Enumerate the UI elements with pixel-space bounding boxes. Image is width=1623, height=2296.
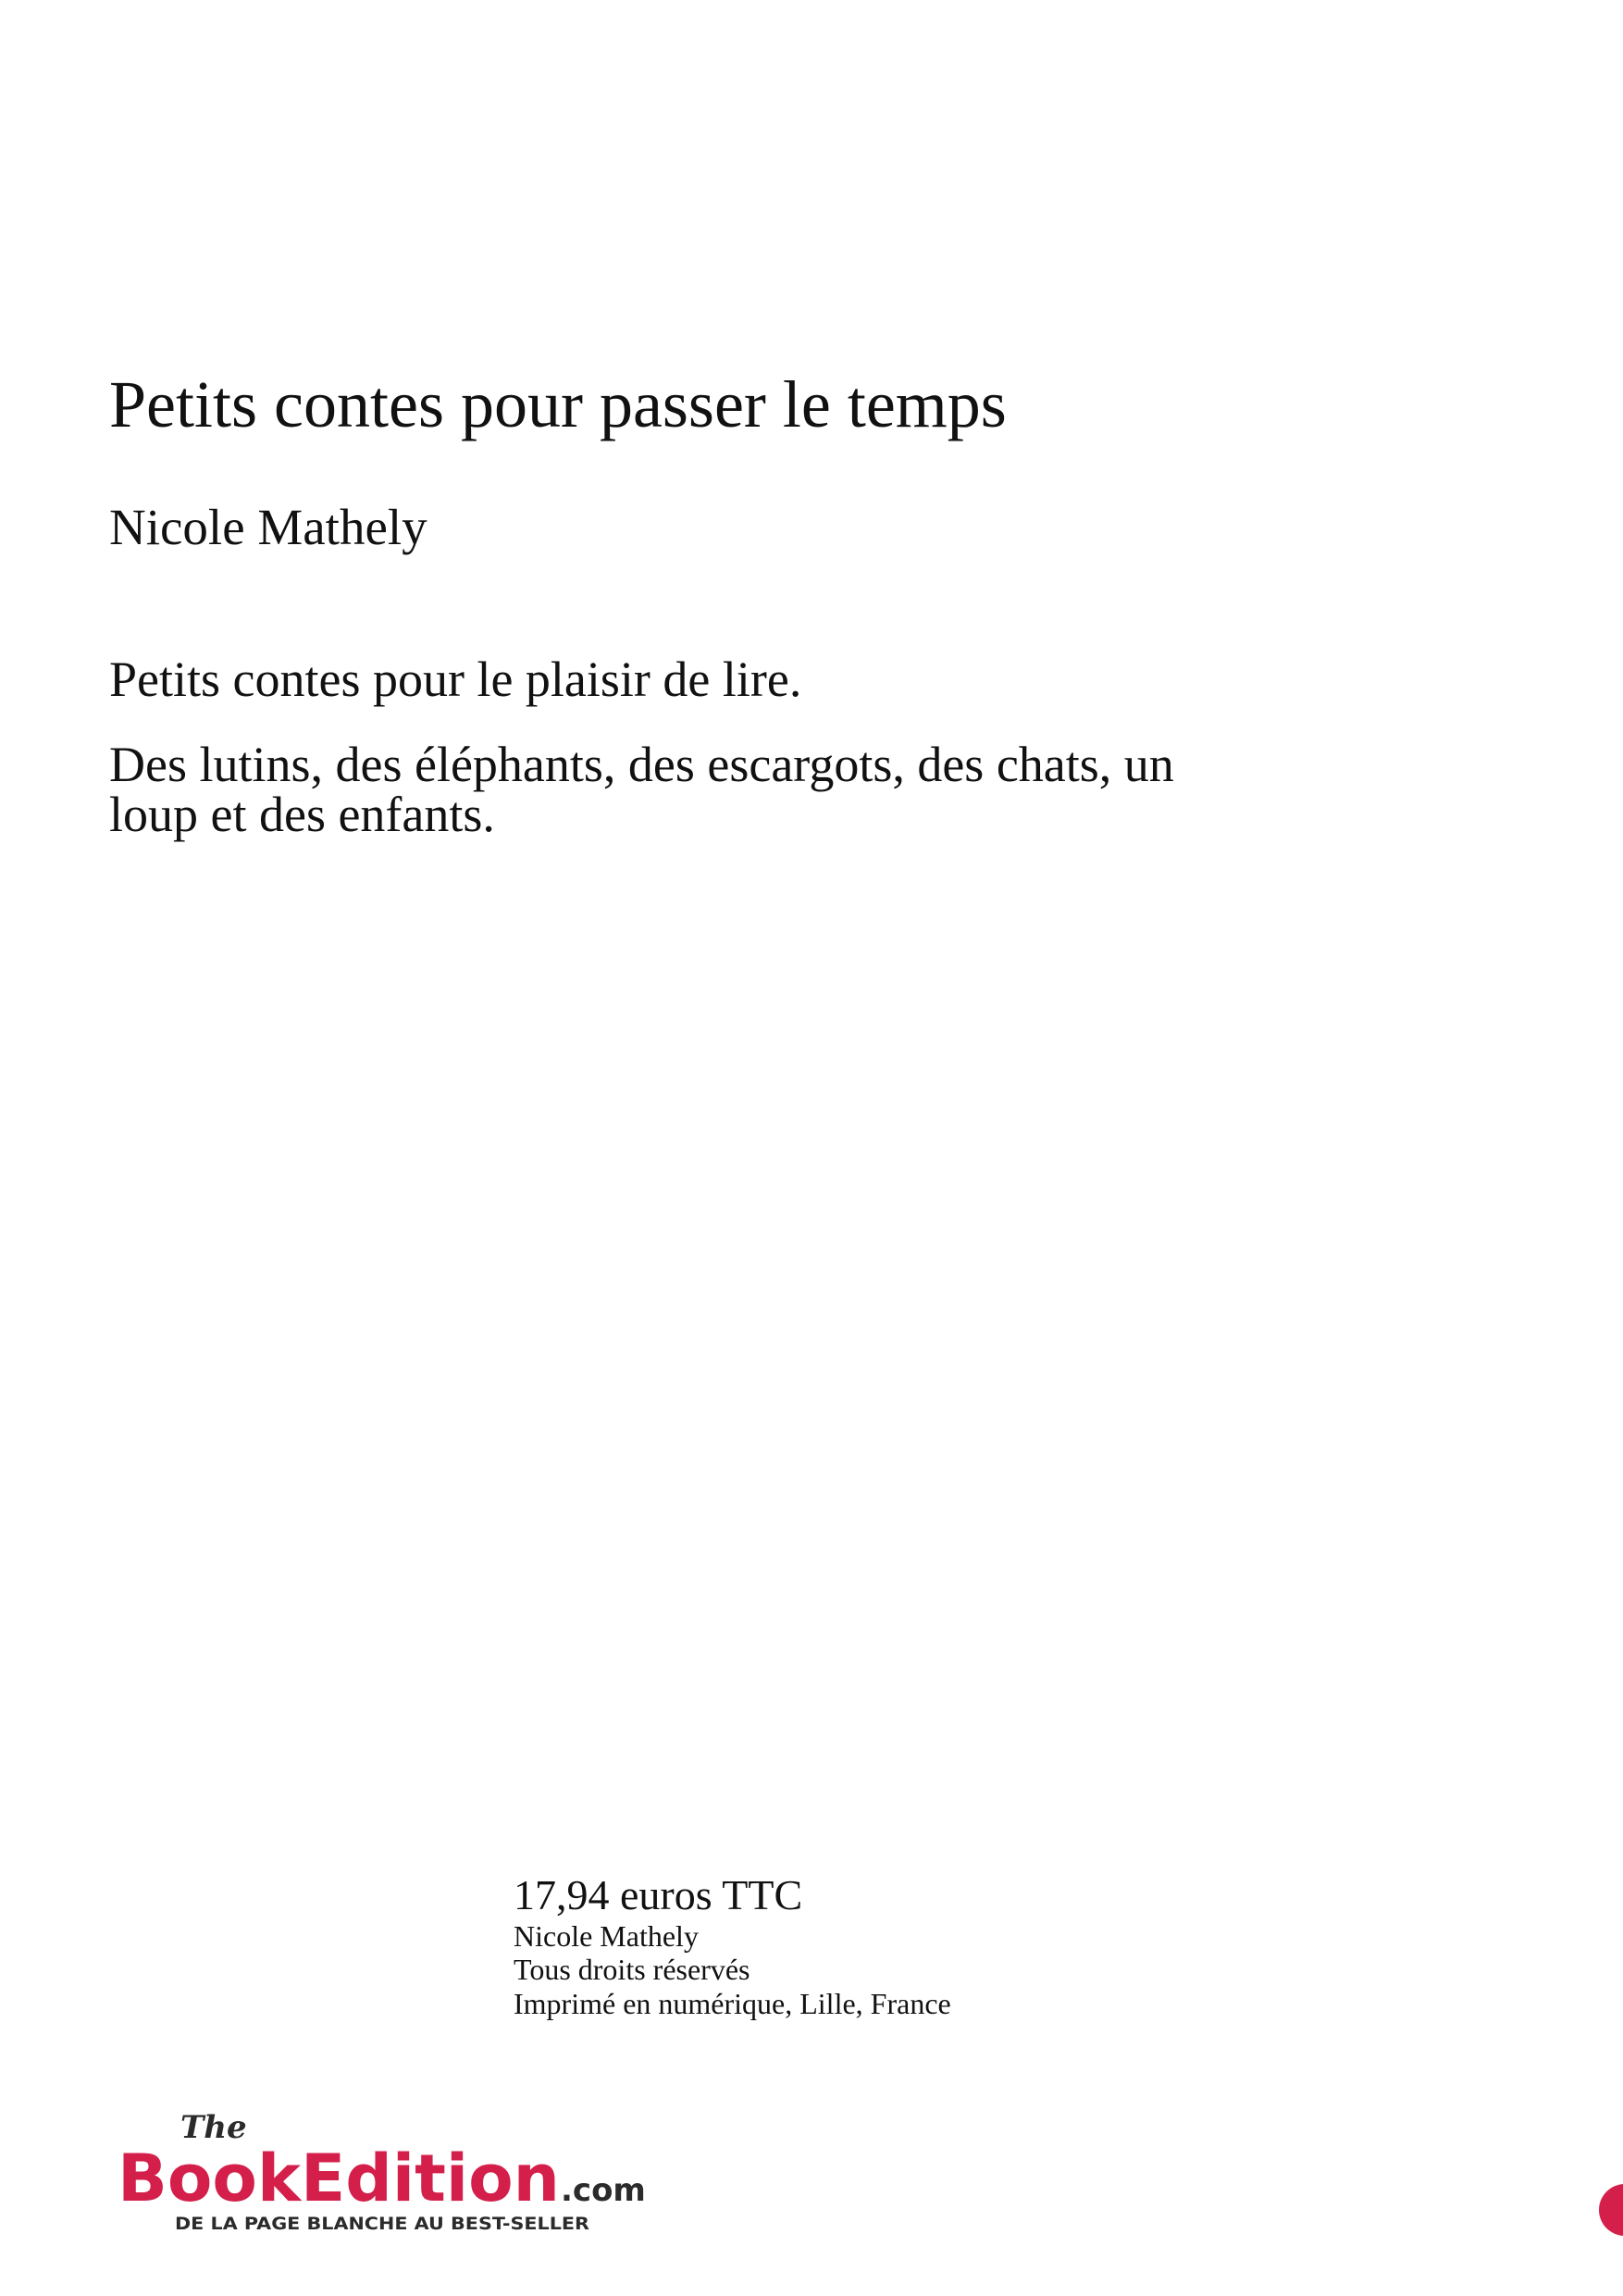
logo-suffix: .com <box>561 2172 646 2209</box>
price: 17,94 euros TTC <box>514 1871 803 1918</box>
logo-tagline: DE LA PAGE BLANCHE AU BEST-SELLER <box>175 2214 590 2234</box>
colophon-author: Nicole Mathely <box>514 1918 699 1953</box>
book-title: Petits contes pour passer le temps <box>109 367 1007 441</box>
logo-the: The <box>180 2109 247 2146</box>
rights-notice: Tous droits réservés <box>514 1953 750 1987</box>
corner-mark <box>1599 2184 1623 2236</box>
printing-notice: Imprimé en numérique, Lille, France <box>514 1987 951 2021</box>
summary-line-1: Petits contes pour le plaisir de lire. <box>109 652 802 707</box>
book-author: Nicole Mathely <box>109 499 427 555</box>
summary-line-2: Des lutins, des éléphants, des escargots, des chats, un loup et des enfants. <box>109 737 1174 842</box>
logo-brand: BookEdition <box>118 2141 560 2216</box>
colophon <box>514 1872 1254 2021</box>
back-cover-summary <box>109 654 1220 875</box>
publisher-logo <box>118 2106 673 2236</box>
